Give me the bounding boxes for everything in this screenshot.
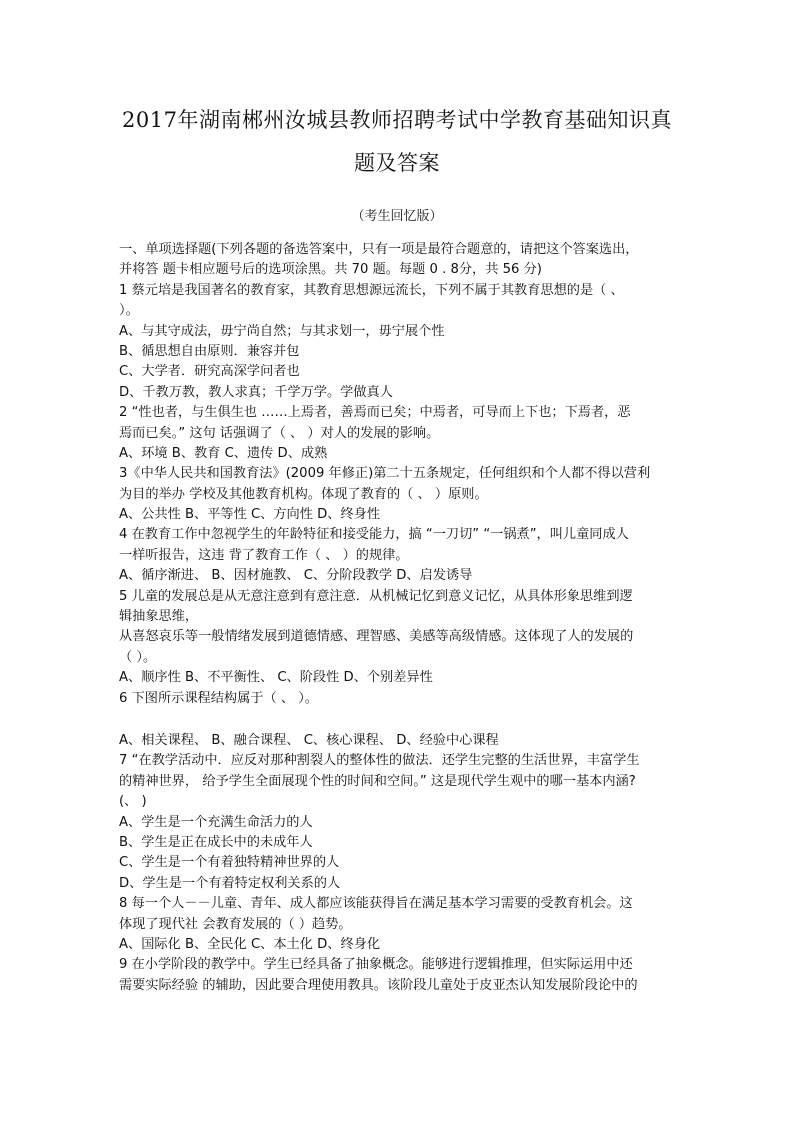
text-line: D、学生是一个有着特定权利关系的人 — [119, 875, 341, 891]
text-line: 5 儿童的发展总是从无意注意到有意注意．从机械记忆到意义记忆，从具体形象思维到逻 — [119, 588, 633, 604]
text-line: 2 “性也者，与生俱生也 ……上焉者，善焉而已矣；中焉者，可导而上下也；下焉者，恶 — [119, 405, 631, 421]
text-line: B、学生是正在成长中的未成年人 — [119, 834, 313, 850]
text-line: （ ）。 — [119, 649, 157, 665]
text-line: 一样听报告，这违 背了教育工作（ 、 ）的规律。 — [119, 547, 409, 563]
text-line: 体现了现代社 会教育发展的（ ）趋势。 — [119, 916, 352, 932]
text-line: 4 在教育工作中忽视学生的年龄特征和接受能力，搞 “一刀切” “一锅煮”，叫儿童同成人 — [119, 527, 629, 543]
text-line: 为目的举办 学校及其他教育机构。体现了教育的（ 、 ）原则。 — [119, 486, 488, 502]
text-line: 1 蔡元培是我国著名的教育家，其教育思想源远流长，下列不属于其教育思想的是（ 、 — [119, 282, 624, 298]
document-title-line-2: 题及答案 — [354, 151, 440, 175]
text-line: C、大学者．研究高深学问者也 — [119, 364, 300, 380]
text-line: 的精神世界， 给予学生全面展现个性的时间和空间。” 这是现代学生观中的哪一基本内涵? — [119, 773, 636, 789]
text-line: B、循思想自由原则．兼容并包 — [119, 343, 300, 359]
text-line: (、 ) — [119, 794, 147, 810]
text-line: A、相关课程、 B、融合课程、 C、核心课程、 D、经验中心课程 — [119, 732, 499, 748]
text-line — [119, 709, 679, 731]
text-line: 8 每一个人－－儿童、青年、成人都应该能获得旨在满足基本学习需要的受教育机会。这 — [119, 896, 633, 912]
text-line: A、国际化 B、全民化 C、本土化 D、终身化 — [119, 936, 381, 952]
document-title-line-1: 2017年湖南郴州汝城县教师招聘考试中学教育基础知识真 — [122, 108, 672, 132]
text-line: 需要实际经验 的辅助，因此要合理使用教具。该阶段儿童处于皮亚杰认知发展阶段论中的 — [119, 977, 638, 993]
text-line: 一、单项选择题(下列各题的备选答案中，只有一项是最符合题意的，请把这个答案选出， — [119, 242, 639, 257]
text-line: C、学生是一个有着独特精神世界的人 — [119, 855, 340, 871]
text-line: 并将答 题卡相应题号后的选项涂黑。共 70 题。每题 0 . 8分，共 56 分) — [119, 262, 542, 278]
text-line: 3《中华人民共和国教育法》(2009 年修正)第二十五条规定，任何组织和个人都不得以营利 — [119, 466, 651, 482]
text-line: 从喜怒哀乐等一般情绪发展到道德情感、理智感、美感等高级情感。这体现了人的发展的 — [119, 629, 634, 645]
document-body — [119, 240, 679, 996]
text-line: D、千教万教，教人求真；千学万学。学做真人 — [119, 384, 393, 400]
text-line: A、学生是一个充满生命活力的人 — [119, 814, 313, 830]
text-line: 焉而已矣。” 这句 话强调了（ 、 ）对人的发展的影响。 — [119, 425, 440, 441]
text-line: ）。 — [119, 303, 139, 319]
text-line: A、环境 B、教育 C、遗传 D、成熟 — [119, 445, 328, 461]
text-line: 辑抽象思维， — [119, 609, 199, 625]
text-line: 9 在小学阶段的教学中。学生已经具备了抽象概念。能够进行逻辑推理，但实际运用中还 — [119, 957, 633, 973]
text-line: A、与其守成法，毋宁尚自然；与其求划一，毋宁展个性 — [119, 323, 445, 339]
text-line: 6 下图所示课程结构属于（ 、 ）。 — [119, 690, 318, 706]
text-line: A、循序渐进、 B、因材施教、 C、分阶段教学 D、启发诱导 — [119, 568, 473, 584]
text-line: A、公共性 B、平等性 C、方向性 D、终身性 — [119, 507, 381, 523]
text-line: 7 “在教学活动中．应反对那种割裂人的整体性的做法．还学生完整的生活世界，丰富学生 — [119, 753, 640, 769]
text-line: A、顺序性 B、不平衡性、 C、阶段性 D、个别差异性 — [119, 670, 433, 686]
document-subtitle: （考生回忆版） — [351, 209, 443, 224]
